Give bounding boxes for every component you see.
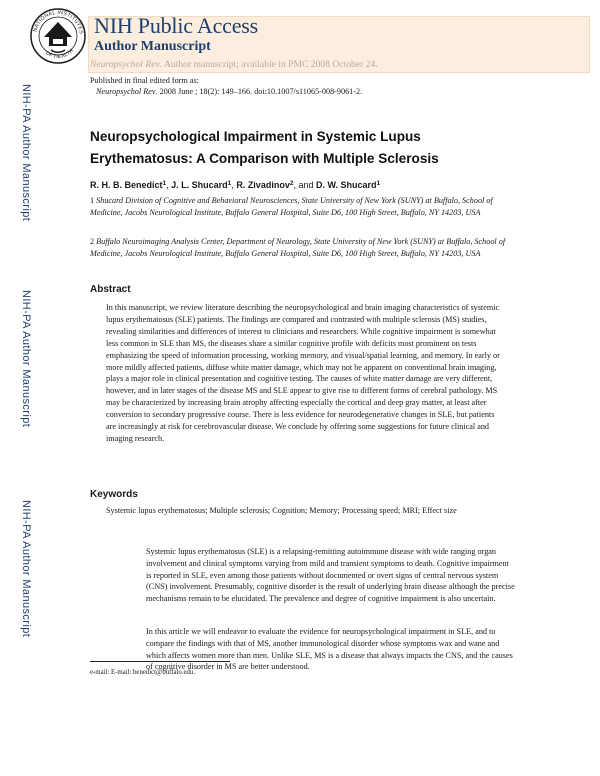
author-name: R. Zivadinov xyxy=(236,180,290,190)
intro-paragraph-2: In this article we will endeavor to evaluate the evidence for neuropsychological impairment in SLE, and to compare the findings with that of MS, another immunological disorder whose symptoms wax and wane and which affects women more than men. Unlike SLE, MS is a disease that always impacts the CNS, and the causes of cognitive disorder in MS are better understood. xyxy=(146,627,513,672)
corresponding-email-footnote: e-mail: E-mail: benedict@buffalo.edu. xyxy=(90,669,196,676)
side-stamp-middle: NIH-PA Author Manuscript xyxy=(20,290,32,428)
citation-journal: Neuropsychol Rev xyxy=(96,87,156,96)
svg-text:OF HEALTH: OF HEALTH xyxy=(44,47,76,61)
nih-public-access-title: NIH Public Access xyxy=(94,13,259,38)
affiliation-2 xyxy=(90,236,520,261)
intro-paragraph-1: Systemic lupus erythematosus (SLE) is a relapsing-remitting autoimmune disease with wide ranging organ involvement and clinical symptoms varying from mild and transient symptoms to death. Cognitive impairment is reported in SLE, even among those patients without documented or overt signs of central nervous system (CNS) involvement. Presumably, cognitive disorder is the result of underlying brain disease although the precise mechanisms remain to be elucidated. The prevalence and degree of cognitive impairment is also uncertain. xyxy=(146,547,515,604)
abstract-heading: Abstract xyxy=(90,284,131,295)
affiliation-text: Shucard Division of Cognitive and Behavioral Neurosciences, State University of New York (SUNY) at Buffalo, School of Medicine, Jacobs Neurological Institute, Buffalo General Hospital, Suite D6, 100 High Street, Buffalo, NY 14203, USA xyxy=(90,196,493,218)
abstract-body: In this manuscript, we review literature describing the neuropsychological and brain imaging characteristics of systemic lupus erythematosus (SLE) patients. The findings are compared and contrasted with multiple sclerosis (MS) studies, revealing similarities and differences of interest to clinicians and researchers. While cognitive impairment is somewhat less common in SLE than MS, the diseases share a similar cognitive profile with deficits most prominent on tests emphasizing the speed of information processing, working memory, and visual/spatial learning, and memory. In early or more mildly affected patients, diffuse white matter damage, which may not be apparent on conventional brain imaging, plays a major role in clinical presentation and cognitive testing. The causes of white matter damage are very different, however, and in later stages of the disease MS and SLE appear to give rise to different forms of cerebral pathology. MS may be characterized by increasing brain atrophy affecting especially the cortical and deep gray matter, at least after conversion to secondary progressive course. There is less evidence for neurodegenerative changes in SLE, but patients are increasingly at risk for cerebrovascular disease. We conclude by offering some suggestions for future clinical and imaging research. xyxy=(106,303,500,443)
author-name: D. W. Shucard xyxy=(315,180,377,190)
nih-seal-icon xyxy=(28,6,88,66)
affiliation-number: 2 xyxy=(90,237,95,246)
paper-title-line-2: Erythematosus: A Comparison with Multiple Sclerosis xyxy=(90,151,439,166)
side-stamp-top: NIH-PA Author Manuscript xyxy=(20,84,32,222)
author-affiliation-mark: 1 xyxy=(162,180,167,187)
paper-title xyxy=(90,126,520,170)
availability-journal: Neuropsychol Rev xyxy=(90,59,160,70)
author-list xyxy=(90,180,550,190)
keywords-body: Systemic lupus erythematosus; Multiple sclerosis; Cognition; Memory; Processing speed; MRI; Effect size xyxy=(106,506,457,515)
paper-title-line-1: Neuropsychological Impairment in Systemic Lupus xyxy=(90,129,421,144)
author-affiliation-mark: 2 xyxy=(289,180,294,187)
author-affiliation-mark: 1 xyxy=(376,180,381,187)
author-separator: , xyxy=(166,180,172,190)
affiliation-text: Buffalo Neuroimaging Analysis Center, Department of Neurology, State University of New York (SUNY) at Buffalo, School of Medicine, Jacobs Neurological Institute, Buffalo General Hospital, Suite D6, 100 High Street, Buffalo, NY 14203, USA xyxy=(90,237,506,259)
author-affiliation-mark: 1 xyxy=(227,180,232,187)
published-label: Published in final edited form as: xyxy=(90,76,199,85)
author-and: , and xyxy=(293,180,316,190)
author-manuscript-label: Author Manuscript xyxy=(94,39,211,54)
citation-line xyxy=(96,87,362,96)
author-name: J. L. Shucard xyxy=(171,180,228,190)
nih-logo xyxy=(28,6,88,66)
affiliation-1 xyxy=(90,195,520,220)
keywords-heading: Keywords xyxy=(90,489,138,500)
availability-line xyxy=(90,59,378,70)
affiliation-number: 1 xyxy=(90,196,95,205)
author-separator: , xyxy=(231,180,237,190)
footnote-divider xyxy=(90,661,230,662)
svg-text:NATIONAL INSTITUTES: NATIONAL INSTITUTES xyxy=(32,9,84,35)
author-name: R. H. B. Benedict xyxy=(90,180,163,190)
availability-text: . Author manuscript; available in PMC 2008 October 24. xyxy=(159,59,378,70)
citation-details: . 2008 June ; 18(2): 149–166. doi:10.1007/s11065-008-9061-2. xyxy=(155,87,363,96)
side-stamp-bottom: NIH-PA Author Manuscript xyxy=(20,500,32,638)
